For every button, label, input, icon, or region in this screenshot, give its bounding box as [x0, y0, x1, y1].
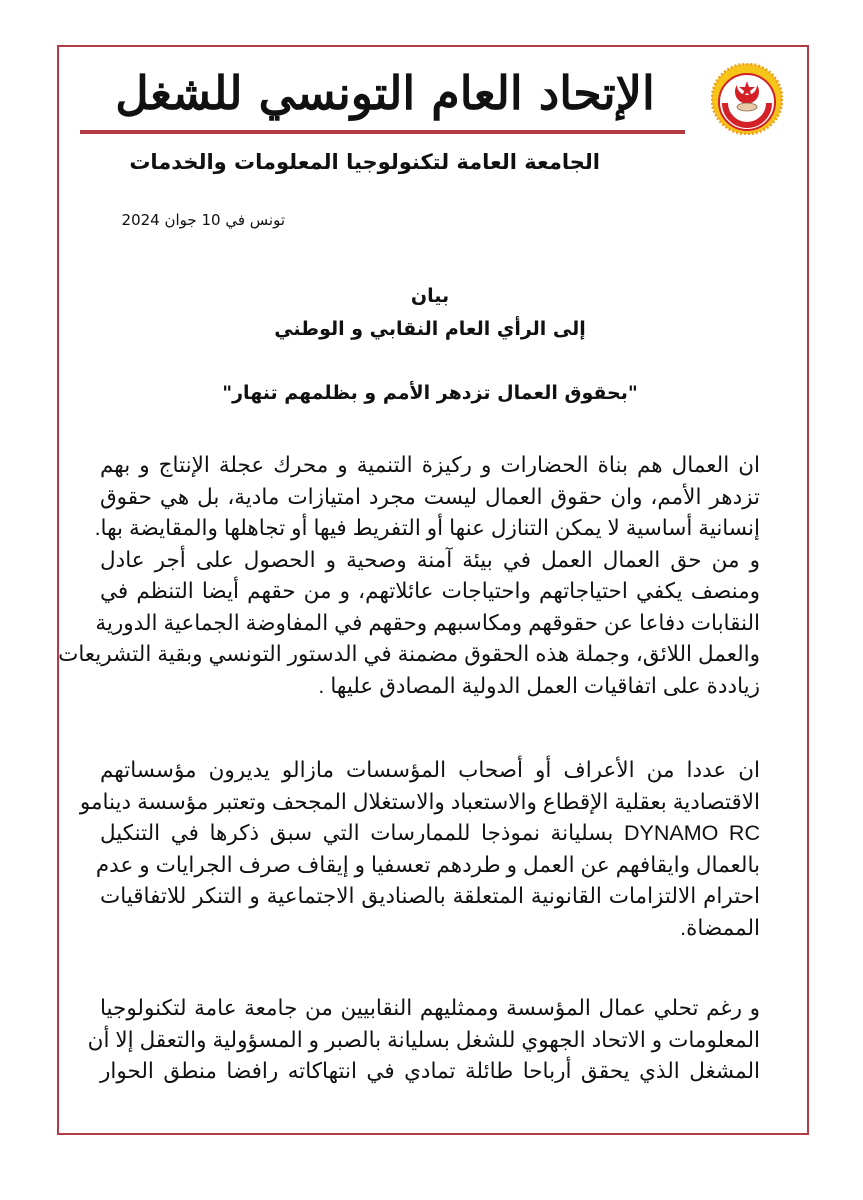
paragraph-line: ان العمال هم بناة الحضارات و ركيزة التنمية و محرك عجلة الإنتاج و بهم	[100, 453, 760, 477]
statement-addressee: إلى الرأي العام النقابي و الوطني	[274, 318, 586, 340]
paragraph-employer-abuses	[79, 755, 760, 944]
paragraph-line: والعمل اللائق، وجملة هذه الحقوق مضمنة في الدستور التونسي وبقية التشريعات	[58, 642, 760, 666]
paragraph-line: إنسانية أساسية لا يمكن التنازل عنها أو التفريط فيها أو تجاهلها والمقايضة بها.	[94, 516, 760, 540]
paragraph-line: المشغل الذي يحقق أرباحا طائلة تمادي في انتهاكاته رافضا منطق الحوار	[100, 1059, 760, 1083]
statement-slogan: "بحقوق العمال تزدهر الأمم و بظلمهم تنهار"	[222, 382, 638, 404]
paragraph-line: و من حق العمال العمل في بيئة آمنة وصحية و الحصول على أجر عادل	[100, 547, 760, 572]
paragraph-line: الممضاة.	[680, 915, 760, 940]
statement-label: بيان	[410, 285, 450, 307]
paragraph-line: المعلومات و الاتحاد الجهوي للشغل بسليانة بالصبر و المسؤولية والتعقل إلا أن	[87, 1027, 760, 1052]
paragraph-line: الاقتصادية بعقلية الإقطاع والاستعباد والاستغلال المجحف وتعتبر مؤسسة دينامو	[79, 789, 760, 814]
paragraph-line: DYNAMO RC بسليانة نموذجا للممارسات التي سبق ذكرها في التنكيل	[100, 821, 760, 845]
paragraph-line: تزدهر الأمم، وان حقوق العمال ليست مجرد امتيازات مادية، بل هي حقوق	[100, 484, 760, 509]
paragraph-line: و رغم تحلي عمال المؤسسة وممثليهم النقابيين من جامعة عامة لتكنولوجيا	[100, 996, 760, 1020]
paragraph-line: ومنصف يكفي احتياجاتهم واحتياجات عائلاتهم، و من حقهم أيضا التنظم في	[100, 579, 760, 603]
paragraph-line: بالعمال وايقافهم عن العمل و طردهم تعسفيا و إيقاف صرف الجرايات و عدم	[95, 852, 760, 877]
paragraph-line: النقابات دفاعا عن حقوقهم ومكاسبهم وحقهم في المفاوضة الجماعية الدورية	[95, 610, 760, 635]
ugtt-emblem-icon	[711, 63, 783, 135]
organization-title: الإتحاد العام التونسي للشغل	[115, 66, 655, 120]
paragraph-line: احترام الالتزامات القانونية المتعلقة بالصناديق الاجتماعية و التنكر للاتفاقيات	[100, 884, 760, 908]
paragraph-union-patience	[87, 993, 760, 1088]
title-underline	[80, 130, 685, 134]
paragraph-line: ان عددا من الأعراف أو أصحاب المؤسسات مازالو يديرون مؤسساتهم	[100, 758, 760, 782]
paragraph-line: زياددة على اتفاقيات العمل الدولية المصادق عليها .	[318, 673, 760, 698]
federation-name: الجامعة العامة لتكنولوجيا المعلومات والخدمات	[129, 150, 600, 174]
paragraph-workers-rights	[58, 450, 760, 702]
document-date: تونس في 10 جوان 2024	[121, 211, 285, 229]
